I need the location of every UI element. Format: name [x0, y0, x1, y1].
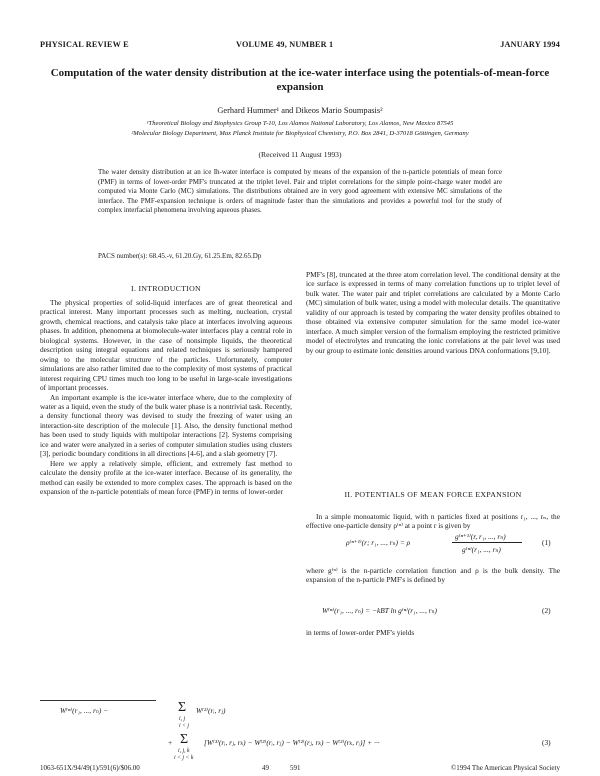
- equation-3-index-1: i < j: [179, 723, 190, 729]
- equation-1-numerator: g⁽ⁿ⁺¹⁾(r, r₁, ..., rₙ): [455, 532, 506, 541]
- equation-1-number: (1): [542, 538, 551, 547]
- copyright: ©1994 The American Physical Society: [450, 764, 560, 772]
- column-end-rule: [40, 700, 156, 701]
- footer-code: 1063-651X/94/49(1)/591(6)/$06.00: [40, 764, 140, 772]
- sum-symbol: Σ: [178, 700, 187, 715]
- journal-name: PHYSICAL REVIEW E: [40, 40, 129, 49]
- paragraph: Here we apply a relatively simple, efficient, and extremely fast method to calculate the density profile at the ice-water interface. Because of its generality, the method can easily be extended to more complex cases. The approach is based on the expansion of the n-particle potentials of mean force (PMF) in terms of lower-order: [40, 458, 292, 497]
- equation-2: W⁽ⁿ⁾(r₁, ..., rₙ) = −kBT ln g⁽ⁿ⁾(r₁, ..., rₙ): [322, 606, 437, 615]
- equation-2-number: (2): [542, 606, 551, 615]
- footer-volume: 49: [262, 764, 269, 772]
- abstract: The water density distribution at an ice Ih-water interface is computed by means of the expansion of the n-particle potentials of mean force (PMF) in terms of lower-order PMF's truncated at the triplet level. Pair and triplet correlations for the simple point-charge water model are computed via Monte Carlo (MC) simulations. The distributions obtained are in very good agreement with extensive MC simulations of the interface. The PMF-expansion technique is orders of magnitude faster than the simulations and provides a powerful tool for the study of complex interfacial phenomena involving aqueous phases.: [98, 168, 502, 215]
- left-column: [40, 298, 292, 497]
- right-column-top: [306, 270, 560, 355]
- pacs-numbers: PACS number(s): 68.45.-v, 61.20.Gy, 61.25.Em, 82.65.Dp: [98, 252, 262, 260]
- fraction-bar: [452, 542, 522, 543]
- section-heading-pmf-expansion: II. POTENTIALS OF MEAN FORCE EXPANSION: [344, 490, 522, 499]
- equation-3-index-2: i, j, k: [178, 748, 190, 754]
- eq2-text: [306, 628, 560, 637]
- equation-3-index-2b: i < j < k: [174, 755, 194, 761]
- volume-number: VOLUME 49, NUMBER 1: [236, 40, 334, 49]
- equation-3-index-1b: i, j: [179, 716, 186, 722]
- paragraph: In a simple monoatomic liquid, with n particles fixed at positions r₁, ..., rₙ, the effective one-particle density ρ⁽ⁿ⁾ at a point r is given by: [306, 512, 560, 531]
- authors: Gerhard Hummer¹ and Dikeos Mario Soumpasis²: [217, 106, 383, 115]
- paragraph: An important example is the ice-water interface where, due to the complexity of water as a liquid, even the study of the bulk water phase is a nontrivial task. Recently, a density functional theory was devised to study the freezing of water using an interaction-site description of the molecule [1]. Also, the density functional method has been used to study liquids with multipolar interactions [2]. Systems comprising ice and water were analyzed in a series of computer simulation studies using clusters [3], periodic boundary conditions in all directions [4-6], and a slab geometry [7].: [40, 392, 292, 459]
- paragraph: where g⁽ⁿ⁾ is the n-particle correlation function and ρ is the bulk density. The expansion of the n-particle PMF's is defined by: [306, 566, 560, 585]
- equation-1-lhs: ρ⁽ⁿ⁺¹⁾(r; r₁, ..., rₙ) = ρ: [346, 538, 411, 547]
- equation-3-lhs: W⁽ⁿ⁾(r₁, ..., rₙ) −: [60, 706, 109, 715]
- pmf-intro: [306, 512, 560, 531]
- affiliation-1: ¹Theoretical Biology and Biophysics Group T-10, Los Alamos National Laboratory, Los Alamos, New Mexico 87545: [146, 120, 454, 127]
- equation-1-denominator: g⁽ⁿ⁾(r₁, ..., rₙ): [462, 545, 501, 554]
- paper-title: Computation of the water density distribution at the ice-water interface using the potentials-of-mean-force expansion: [50, 67, 550, 93]
- equation-3-triplet-term: [W⁽³⁾(rᵢ, rⱼ, rₖ) − W⁽²⁾(rᵢ, rⱼ) − W⁽²⁾(rⱼ, rₖ) − W⁽²⁾(rₖ, rᵢ)] + ···: [204, 738, 380, 747]
- eq1-text: [306, 566, 560, 585]
- paragraph: in terms of lower-order PMF's yields: [306, 628, 415, 637]
- equation-3-number: (3): [542, 738, 551, 747]
- equation-3-plus: +: [168, 738, 173, 747]
- received-date: (Received 11 August 1993): [258, 150, 342, 159]
- equation-3-pair-term: W⁽²⁾(rᵢ, rⱼ): [196, 706, 226, 715]
- section-heading-introduction: I. INTRODUCTION: [131, 284, 201, 293]
- sum-symbol: Σ: [180, 732, 189, 747]
- paragraph: PMF's [8], truncated at the three atom correlation level. The conditional density at the ice surface is expressed in terms of many correlation functions up to triplet level of bulk water. The water pair and triplet correlations are calculated by a Monte Carlo (MC) simulation of bulk water, using a model with molecular details. The quantitative validity of our approach is tested by comparing the water density profiles obtained to those obtained via extensive computer simulation for the same model ice-water interface. A much simpler version of the formalism employing the restricted primitive model of electrolytes and truncating the ionic correlations at the pair level was used by our group to estimate ionic densities around various DNA conformations [9,10].: [306, 270, 560, 355]
- issue-date: JANUARY 1994: [500, 40, 560, 49]
- page-number: 591: [290, 764, 301, 772]
- paragraph: The physical properties of solid-liquid interfaces are of great theoretical and practical interest. Many important processes such as melting, nucleation, crystal growth, chemical reactions, and catalysis take place at interfaces involving aqueous phases. In addition, phenomena at biomolecule-water interfaces play a central role in biological systems. However, in the case of nonsimple liquids, the theoretical description using integral equations and related techniques is seriously hampered owing to the molecular structure of the particles. Unfortunately, computer simulations are also rather limited due to the complexity of most systems of practical interest requiring CPU times much too long to be useful in large-scale investigations of important processes.: [40, 298, 292, 393]
- affiliation-2: ²Molecular Biology Department, Max Planck Institute for Biophysical Chemistry, P.O. Box 2841, D-37018 Göttingen, Germany: [131, 130, 469, 137]
